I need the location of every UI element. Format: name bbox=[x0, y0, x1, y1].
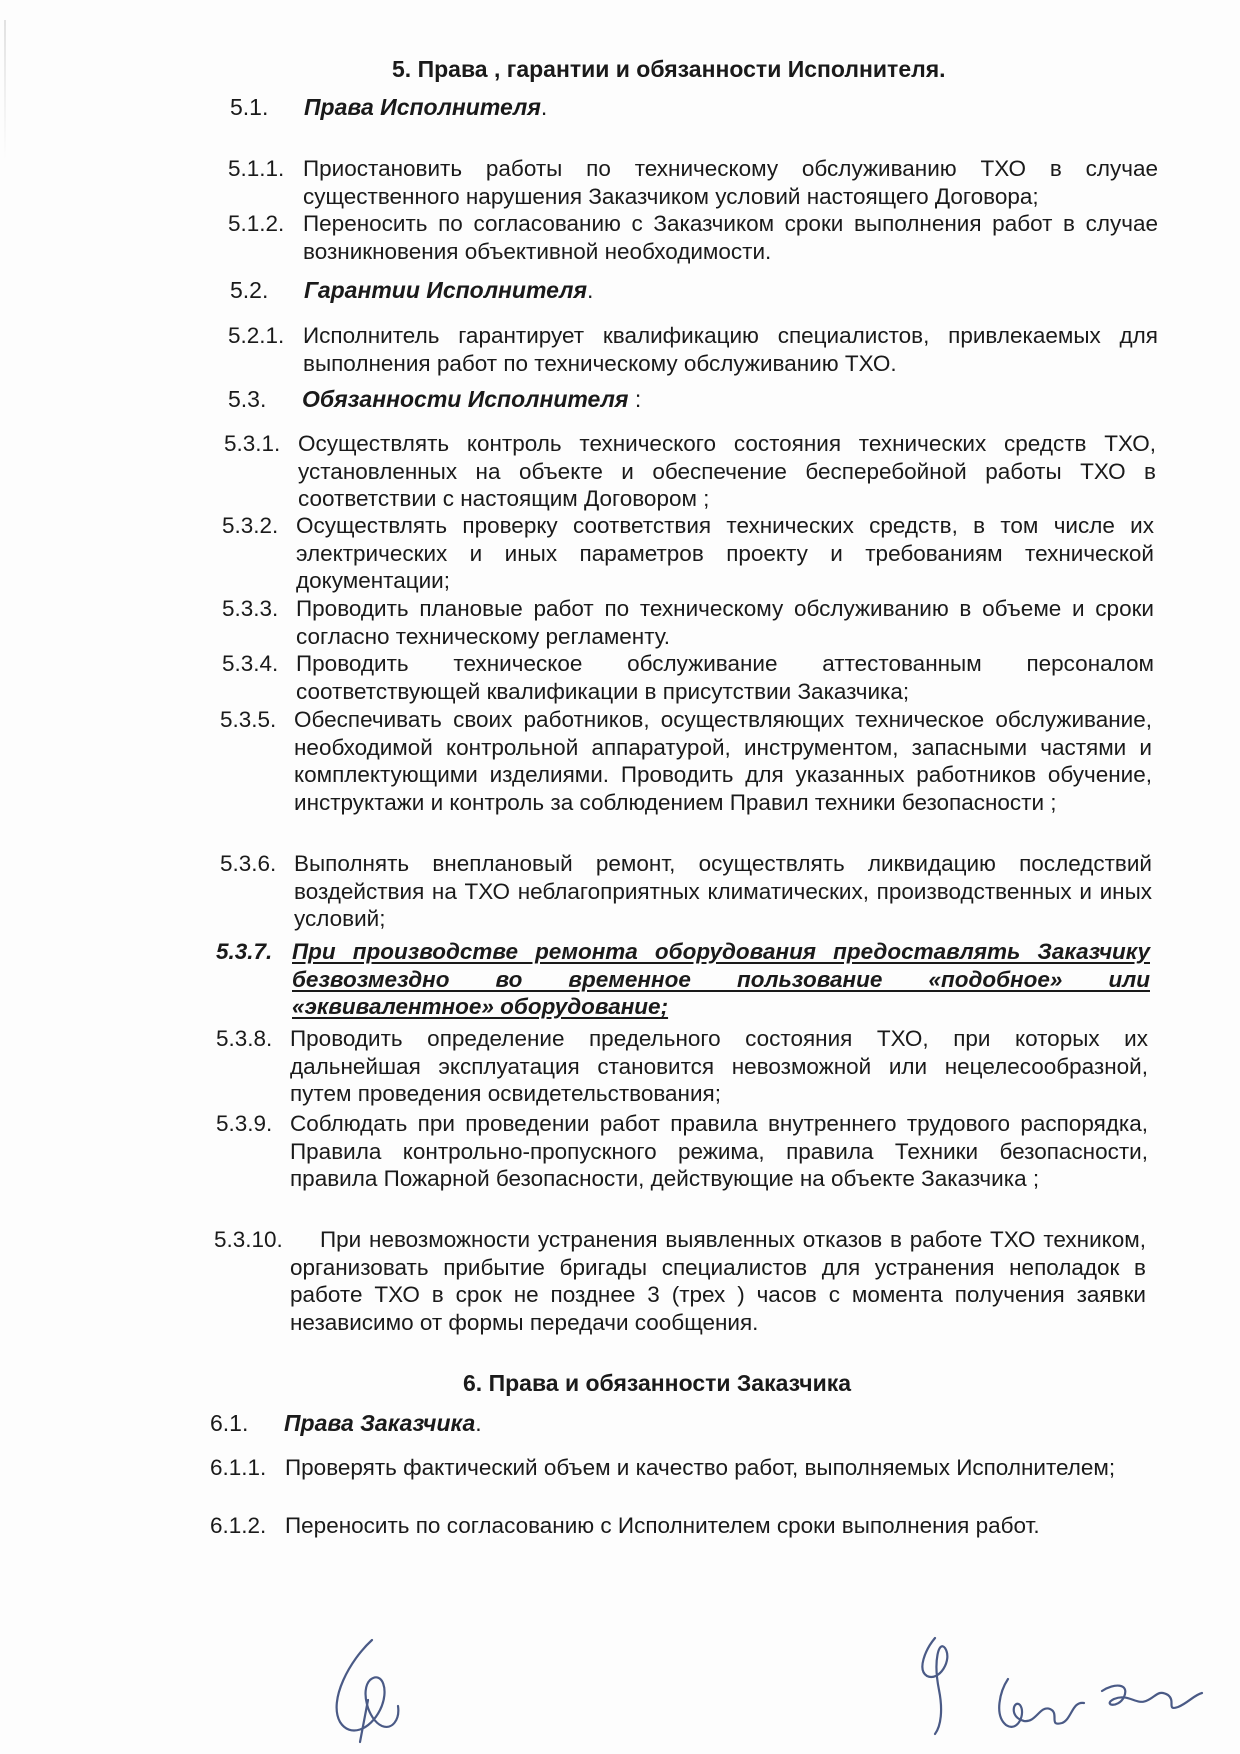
subsection-punct: . bbox=[540, 94, 548, 120]
clause-5-3-2 bbox=[222, 512, 1154, 595]
clause-number: 5.3.5. bbox=[220, 707, 277, 732]
subsection-number: 5.3. bbox=[228, 386, 267, 412]
clause-number: 5.3.6. bbox=[220, 851, 277, 876]
clause-5-2-1 bbox=[228, 322, 1158, 377]
clause-5-3-1 bbox=[224, 430, 1156, 513]
subsection-punct: . bbox=[587, 277, 594, 303]
clause-number: 6.1.2. bbox=[210, 1513, 267, 1538]
clause-text: Переносить по согласованию с Исполнителем сроки выполнения работ. bbox=[285, 1513, 1040, 1538]
clause-text: Приостановить работы по техническому обслуживанию ТХО в случае существенного нарушения Заказчиком условий настоящего Договора; bbox=[303, 156, 1158, 209]
clause-text: Осуществлять проверку соответствия технических средств, в том числе их электрических и иных параметров проекту и требованиям технической документации; bbox=[296, 513, 1154, 593]
clause-text: Переносить по согласованию с Заказчиком сроки выполнения работ в случае возникновения объективной необходимости. bbox=[303, 211, 1158, 264]
clause-number: 5.3.8. bbox=[216, 1026, 273, 1051]
subsection-number: 5.2. bbox=[230, 277, 269, 303]
clause-5-3-8 bbox=[216, 1025, 1148, 1108]
clause-text: Исполнитель гарантирует квалификацию специалистов, привлекаемых для выполнения работ по техническому обслуживанию ТХО. bbox=[303, 323, 1158, 376]
subsection-punct: . bbox=[475, 1410, 482, 1436]
clause-number: 5.3.7. bbox=[216, 939, 273, 964]
clause-text: Проводить определение предельного состояния ТХО, при которых их дальнейшая эксплуатация становится невозможной или нецелесообразной, путем проведения освидетельствования; bbox=[290, 1026, 1148, 1106]
scan-artifact bbox=[4, 20, 6, 160]
clause-number: 5.3.9. bbox=[216, 1111, 273, 1136]
clause-5-3-3 bbox=[222, 595, 1154, 650]
clause-text: При производстве ремонта оборудования предоставлять Заказчику безвозмездно во временное пользование «подобное» или «эквивалентное» оборудование; bbox=[292, 939, 1150, 1019]
clause-5-1-2 bbox=[228, 210, 1158, 265]
clause-number: 5.3.1. bbox=[224, 431, 281, 456]
clause-5-3-7 bbox=[216, 938, 1150, 1021]
clause-number: 6.1.1. bbox=[210, 1455, 267, 1480]
clause-text: Осуществлять контроль технического состояния технических средств ТХО, установленных на объекте и обеспечение бесперебойной работы ТХО в соответствии с настоящим Договором ; bbox=[298, 431, 1156, 511]
subsection-title: Обязанности Исполнителя bbox=[302, 386, 629, 412]
clause-6-1-1 bbox=[210, 1454, 1145, 1482]
subsection-5-3 bbox=[228, 386, 641, 413]
clause-text: Обеспечивать своих работников, осуществляющих техническое обслуживание, необходимой контрольной аппаратурой, инструментом, запасными частями и комплектующими изделиями. Проводить для указанных работников обучение, инструктажи и контроль за соблюдением Правил техники безопасности ; bbox=[294, 707, 1152, 815]
clause-5-3-9 bbox=[216, 1110, 1148, 1193]
clause-5-3-6 bbox=[220, 850, 1152, 933]
clause-text: Проводить техническое обслуживание аттестованным персоналом соответствующей квалификации в присутствии Заказчика; bbox=[296, 651, 1154, 704]
clause-5-1-1 bbox=[228, 155, 1158, 210]
section-6-heading: 6. Права и обязанности Заказчика bbox=[463, 1370, 852, 1396]
clause-number: 5.1.1. bbox=[228, 156, 285, 181]
handwritten-signature-right bbox=[990, 1655, 1210, 1745]
clause-text: Проводить плановые работ по техническому обслуживанию в объеме и сроки согласно техническому регламенту. bbox=[296, 596, 1154, 649]
clause-number: 5.3.10. bbox=[214, 1227, 283, 1252]
clause-text: Соблюдать при проведении работ правила внутреннего трудового распорядка, Правила контрольно-пропускного режима, правила Техники безопасности, правила Пожарной безопасности, действующие на объекте Заказчика ; bbox=[290, 1111, 1148, 1191]
subsection-5-1 bbox=[230, 94, 547, 121]
handwritten-signature-center bbox=[905, 1630, 985, 1740]
section-5-heading: 5. Права , гарантии и обязанности Исполнителя. bbox=[392, 56, 946, 82]
clause-number: 5.2.1. bbox=[228, 323, 285, 348]
clause-number: 5.1.2. bbox=[228, 211, 285, 236]
subsection-6-1 bbox=[210, 1410, 482, 1437]
subsection-punct: : bbox=[628, 386, 642, 412]
clause-5-3-5 bbox=[220, 706, 1152, 816]
handwritten-signature-left bbox=[320, 1630, 430, 1750]
subsection-number: 5.1. bbox=[230, 94, 269, 120]
subsection-number: 6.1. bbox=[210, 1410, 249, 1436]
subsection-title: Права Заказчика bbox=[284, 1410, 476, 1436]
clause-number: 5.3.3. bbox=[222, 596, 279, 621]
clause-6-1-2 bbox=[210, 1512, 1145, 1540]
clause-5-3-4 bbox=[222, 650, 1154, 705]
clause-text: Проверять фактический объем и качество работ, выполняемых Исполнителем; bbox=[285, 1455, 1116, 1480]
subsection-title: Права Исполнителя bbox=[304, 94, 541, 120]
subsection-5-2 bbox=[230, 277, 593, 304]
clause-number: 5.3.2. bbox=[222, 513, 279, 538]
clause-text: Выполнять внеплановый ремонт, осуществлять ликвидацию последствий воздействия на ТХО неблагоприятных климатических, производственных и иных условий; bbox=[294, 851, 1152, 931]
clause-text: При невозможности устранения выявленных отказов в работе ТХО техником, организовать прибытие бригады специалистов для устранения неполадок в работе ТХО в срок не позднее 3 (трех ) часов с момента получения заявки независимо от формы передачи сообщения. bbox=[290, 1227, 1146, 1335]
subsection-title: Гарантии Исполнителя bbox=[304, 277, 588, 303]
clause-5-3-10 bbox=[214, 1226, 1146, 1336]
clause-number: 5.3.4. bbox=[222, 651, 279, 676]
